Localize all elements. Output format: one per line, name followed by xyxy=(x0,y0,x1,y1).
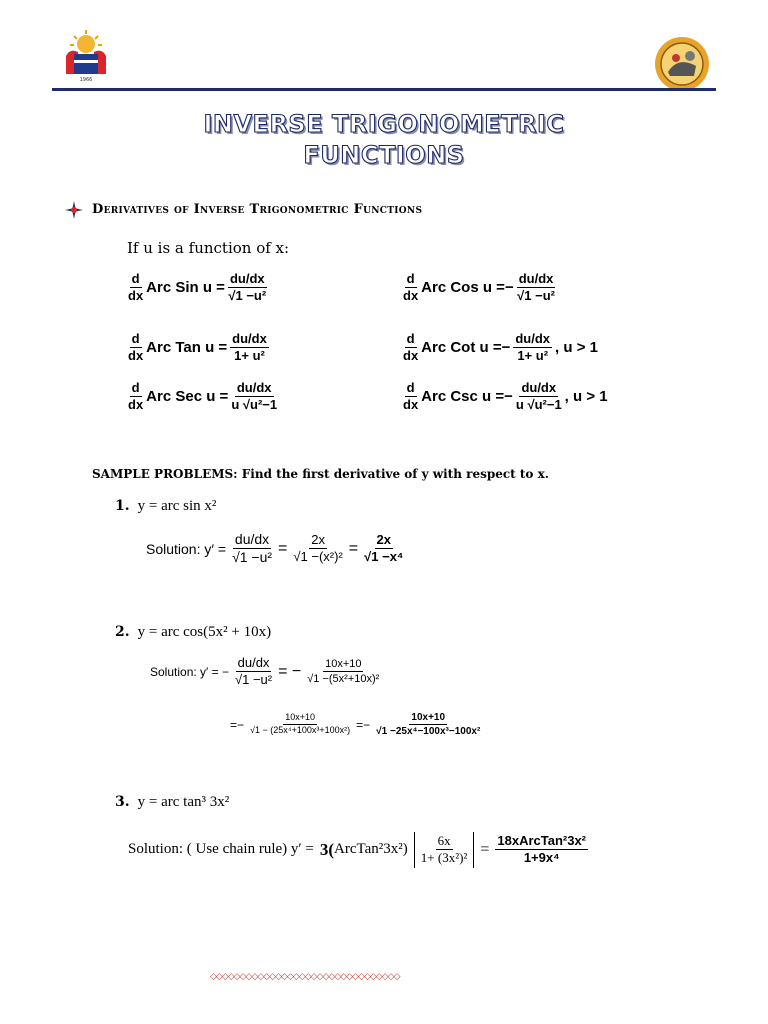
problem-3-expr: y = arc tan³ 3x² xyxy=(137,794,230,810)
problem-2-expr: y = arc cos(5x² + 10x) xyxy=(137,624,272,640)
solution-2: Solution: y′ = − $\frac{du/dx}{\text{√1 −u²}}$ = − $\frac{10x+10}{\text{√1 −(5x²+10x)²}}$ xyxy=(150,655,380,688)
problem-2: 2. y = arc cos(5x² + 10x) xyxy=(115,624,272,640)
formula-arccot: d dx Arc Cot u =− $\frac{du/dx}{\text{1+ u²}}$ , u > 1 xyxy=(403,331,598,364)
solution-3: Solution: ( Use chain rule) y′ = 3( ArcTan²3x²) 6x 1+ (3x²)² = 18xArcTan²3x² 1+9x⁴ xyxy=(128,832,588,868)
bracket-term: 6x 1+ (3x²)² xyxy=(414,832,475,868)
solution-2-line2: =− $\frac{10x+10}{\text{√1 − (25x⁴+100x³+100x²)}}$ =− $\frac{10x+10}{\text{√1 −25x⁴−100x³−100x²}}$ xyxy=(230,712,481,737)
solution-1: Solution: y′ = $\frac{du/dx}{\text{√1 −u²}}$ = $\frac{2x}{\text{√1 −(x²)²}}$ = $\frac{2x}{\text{√1 −x⁴}}$ xyxy=(146,531,404,566)
formula-arcsin: d dx Arc Sin u = $\frac{du/dx}{\text{√1 −u²}}$ xyxy=(128,271,267,304)
page-title-line1: INVERSE TRIGONOMETRIC xyxy=(203,110,565,138)
section-heading: Derivatives of Inverse Trigonometric Functions xyxy=(92,202,423,217)
logo-year: 1966 xyxy=(79,77,93,82)
school-logo-left xyxy=(60,30,112,82)
header-rule xyxy=(52,88,716,91)
intro-text: If u is a function of x: xyxy=(127,239,290,257)
star-bullet-icon xyxy=(64,200,84,220)
footer-ornament: ◇◇◇◇◇◇◇◇◇◇◇◇◇◇◇◇◇◇◇◇◇◇◇◇◇◇◇◇◇◇◇◇ xyxy=(210,972,400,982)
formula-arccos: d dx Arc Cos u =− $\frac{du/dx}{\text{√1 −u²}}$ xyxy=(403,271,555,304)
problem-3: 3. y = arc tan³ 3x² xyxy=(115,794,230,810)
school-seal-right xyxy=(654,36,710,92)
problem-1-expr: y = arc sin x² xyxy=(137,498,217,514)
formula-arcsec: d dx Arc Sec u = $\frac{du/dx}{\text{u √u²−1}}$ xyxy=(128,380,278,413)
sample-problems-heading: SAMPLE PROBLEMS: Find the first derivative of y with respect to x. xyxy=(92,467,549,481)
formula-arccsc: d dx Arc Csc u =− $\frac{du/dx}{\text{u √u²−1}}$ , u > 1 xyxy=(403,380,608,413)
formula-arctan: d dx Arc Tan u = $\frac{du/dx}{\text{1+ u²}}$ xyxy=(128,331,267,364)
problem-1: 1. y = arc sin x² xyxy=(115,498,217,514)
page-title-line2: FUNCTIONS xyxy=(303,141,465,169)
